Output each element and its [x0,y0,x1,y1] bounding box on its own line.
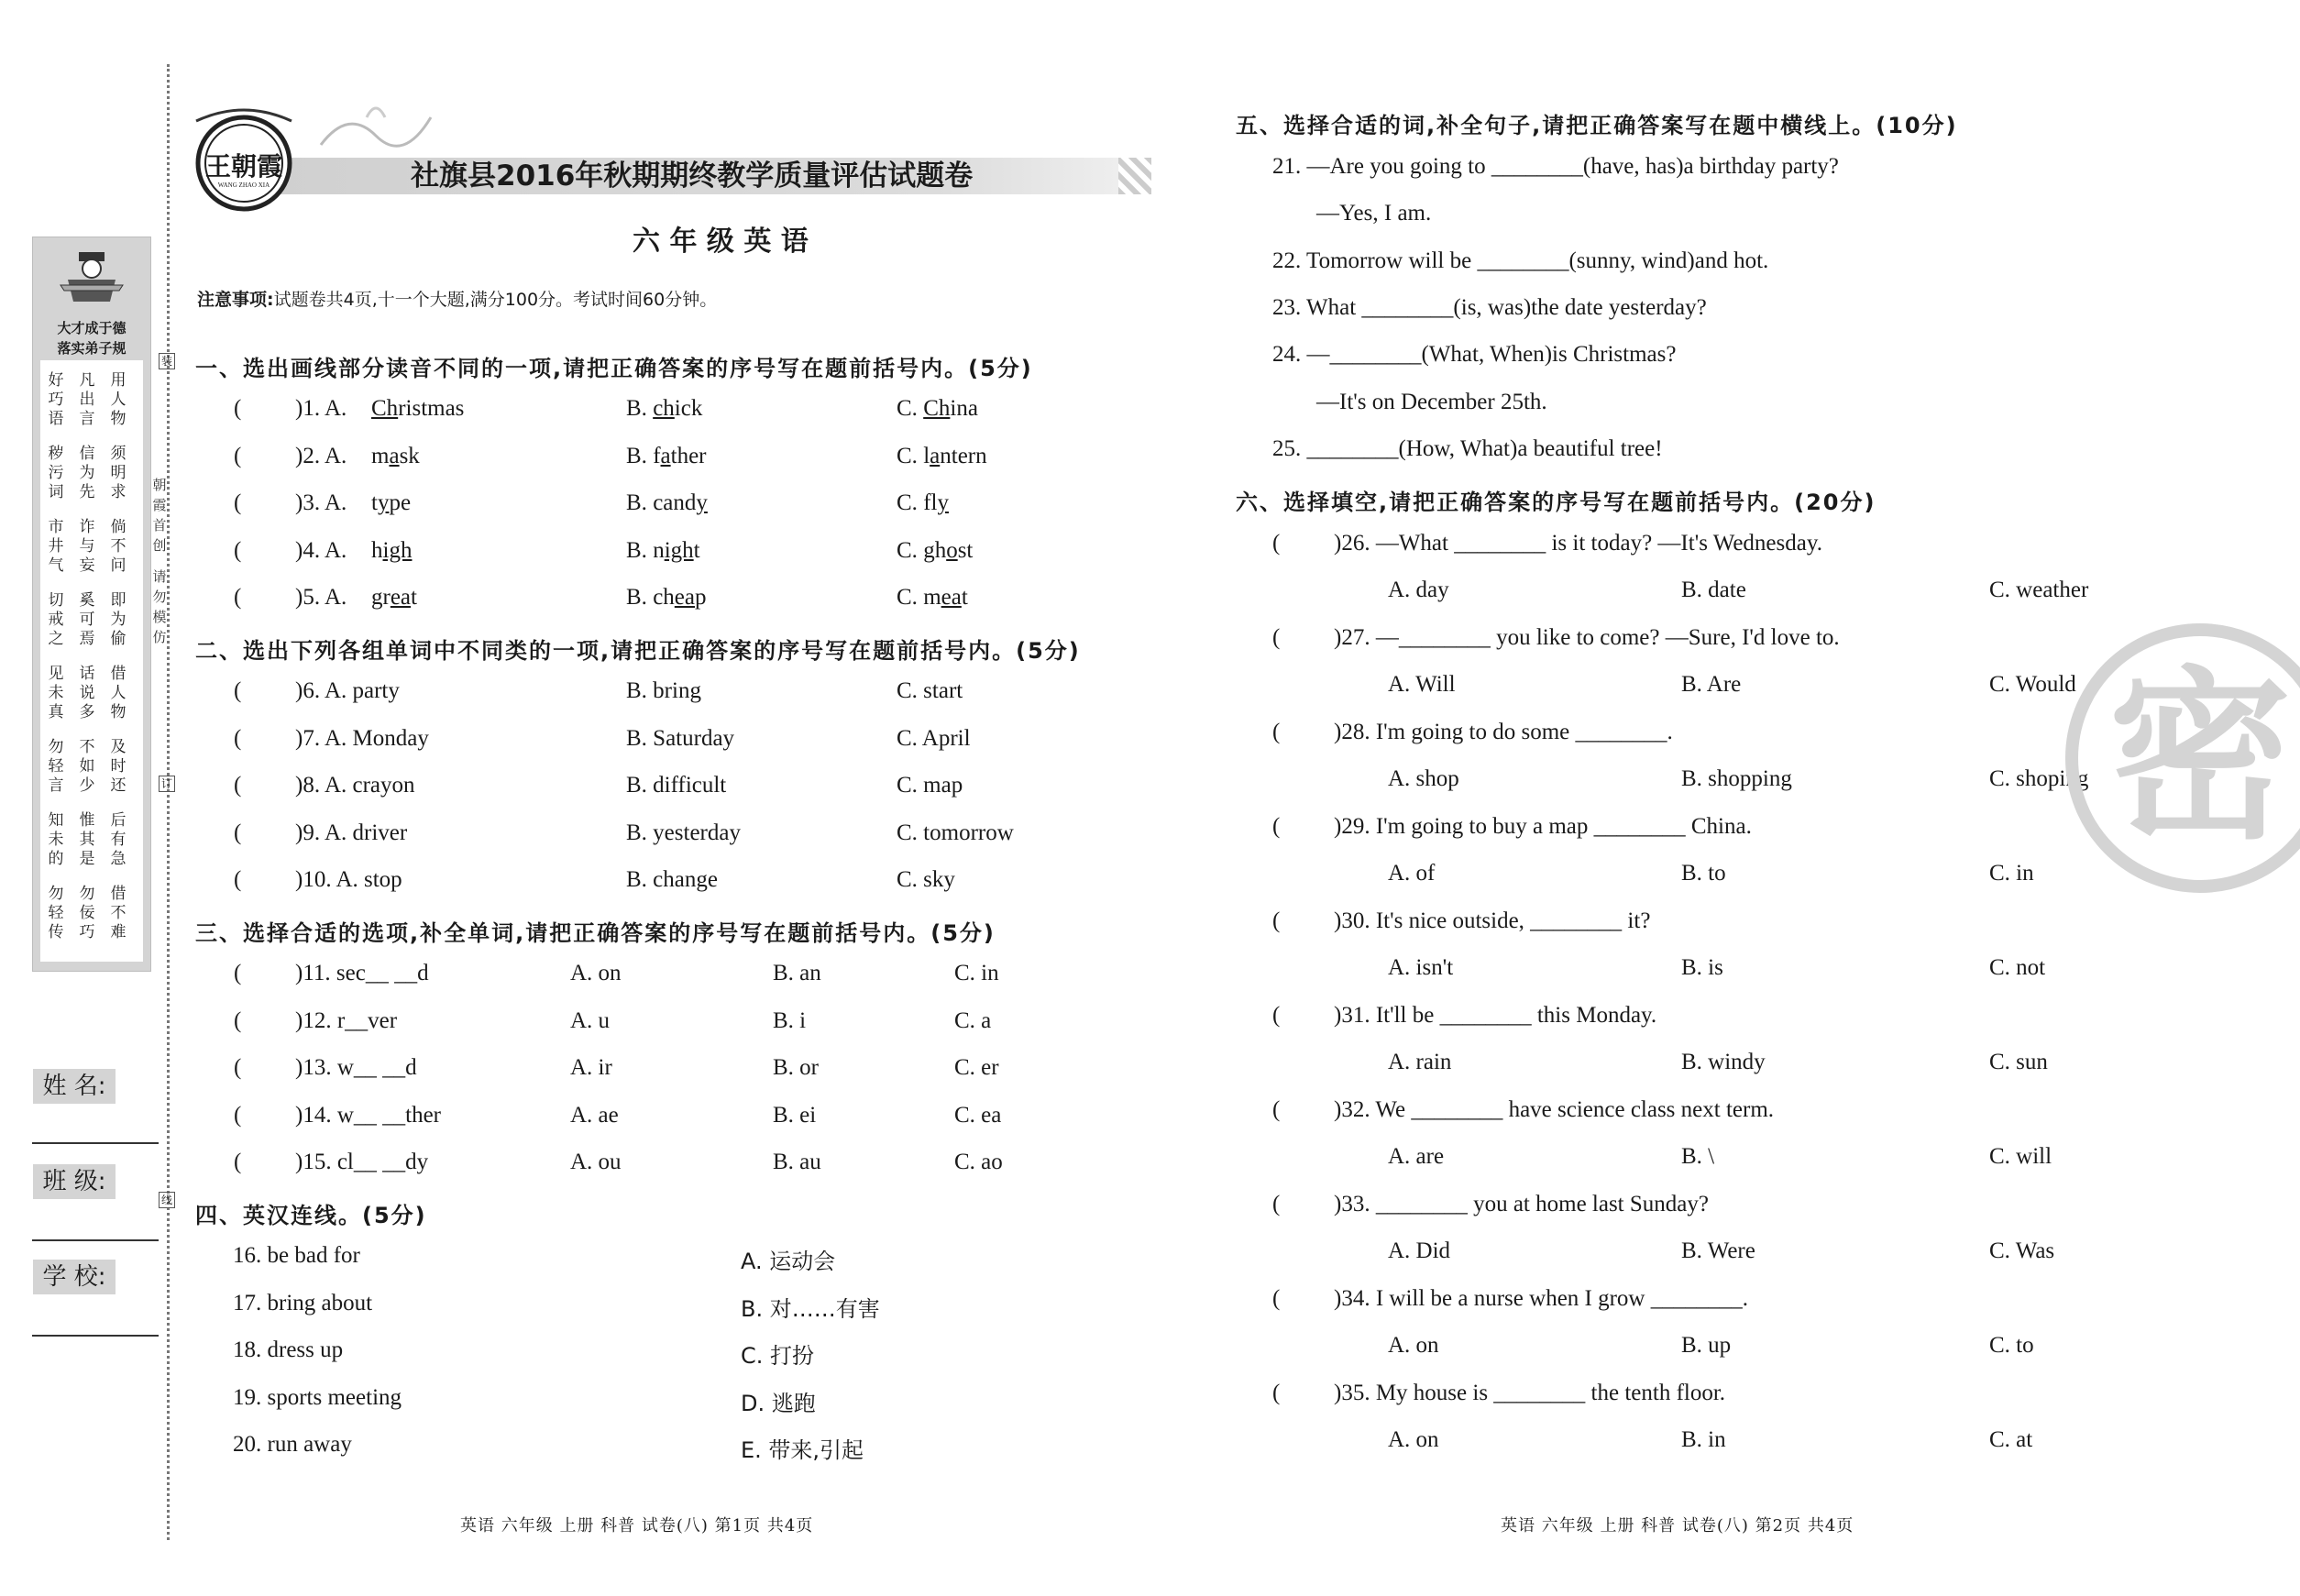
motto-line-1: 大才成于德 [57,320,127,336]
option-c[interactable]: C. will [1989,1144,2052,1169]
page-footer-left: 英语 六年级 上册 科普 试卷(八) 第1页 共4页 [460,1516,814,1535]
match-english[interactable]: 17. bring about [233,1290,373,1315]
idiom-column: 及时还 [110,738,127,795]
underlined-part: y [937,490,949,515]
match-english[interactable]: 20. run away [233,1432,352,1457]
word-part: gh [923,537,947,563]
answer-bracket[interactable]: ( [234,585,242,610]
answer-bracket[interactable]: ( [234,773,242,798]
option-a[interactable]: A. are [1388,1144,1445,1169]
word-part: cand [653,490,697,515]
option-a[interactable]: A. Did [1388,1238,1451,1263]
option-b[interactable]: B. Saturday [626,725,735,751]
question-stem: )35. My house is ________ the tenth floor. [1334,1381,1726,1405]
option-a[interactable]: A. ou [570,1150,622,1174]
question-stem: )10. A. stop [295,867,402,892]
option-b[interactable]: B. candy [626,490,708,515]
answer-bracket[interactable]: ( [234,678,242,703]
stamp-character: 密 [2107,651,2292,864]
word-part: h [371,537,383,563]
fill-in-sentence[interactable]: —It's on December 25th. [1316,389,1547,414]
answer-bracket[interactable]: ( [234,961,242,985]
match-chinese[interactable]: B. 对……有害 [741,1295,880,1322]
name-field-line[interactable] [32,1142,159,1144]
question-stem: )29. I'm going to buy a map ________ China. [1334,814,1752,839]
class-label: 班 级: [33,1164,116,1199]
vertical-note-char: 霞 [152,497,167,513]
sidebar-motto-box [32,237,151,972]
fill-in-sentence[interactable]: 23. What ________(is, was)the date yesterday? [1272,294,1707,320]
idiom-column: 切戒之 [48,591,64,648]
option-b[interactable]: B. is [1681,955,1723,980]
underlined-part: ch [653,396,675,421]
option-b[interactable]: B. or [773,1055,819,1080]
question-stem: )34. I will be a nurse when I grow ________. [1334,1286,1748,1311]
idiom-column: 勿轻言 [48,738,64,795]
option-c[interactable]: C. Was [1989,1238,2055,1263]
idiom-column: 凡出言 [79,371,95,428]
option-a[interactable]: A. day [1388,578,1449,602]
vertical-note-char: 仿 [152,629,167,645]
class-field-line[interactable] [32,1239,159,1241]
underlined-part: ea [390,585,412,610]
idiom-column: 好巧语 [48,371,64,428]
option-c[interactable]: C. China [897,396,978,421]
option-c[interactable]: C. not [1989,955,2046,980]
option-a[interactable] [371,490,411,516]
logo-text: 王朝霞 [205,151,283,182]
match-chinese[interactable]: E. 带来,引起 [741,1437,864,1463]
underlined-part: ea [941,585,962,610]
section-title: 二、选出下列各组单词中不同类的一项,请把正确答案的序号写在题前括号内。(5分) [195,638,1081,664]
option-c[interactable]: C. tomorrow [897,820,1014,845]
idiom-column: 市井气 [48,518,64,575]
option-b[interactable]: B. Are [1681,672,1742,697]
question-stem: )28. I'm going to do some ________. [1334,720,1673,744]
question-stem: )1. A. [295,396,347,421]
idiom-column: 借不难 [110,885,127,941]
idiom-column: 勿轻传 [48,885,64,941]
option-b[interactable]: B. \ [1681,1144,1715,1169]
option-b[interactable]: B. up [1681,1333,1732,1358]
word-part: m [371,443,390,468]
school-label: 学 校: [33,1260,116,1294]
underlined-part: Ch [371,396,399,421]
word-part: ther [670,443,707,468]
fill-in-sentence[interactable]: 21. —Are you going to ________(have, has)a birthday party? [1272,154,1839,179]
option-b[interactable]: B. in [1681,1427,1726,1452]
underlined-part: ea [674,585,695,610]
idiom-column: 话说多 [79,665,95,721]
vertical-note-char: 创 [152,537,167,554]
answer-bracket[interactable]: ( [234,443,242,468]
option-b[interactable]: B. an [773,961,821,985]
answer-bracket[interactable]: ( [234,490,242,515]
question-stem: )32. We ________ have science class next term. [1334,1097,1775,1122]
option-c[interactable]: C. to [1989,1333,2034,1358]
fill-in-sentence[interactable]: 24. —________(What, When)is Christmas? [1272,342,1677,368]
option-b[interactable]: B. Were [1681,1238,1755,1263]
underlined-part: o [946,537,958,563]
word-part: fl [923,490,938,515]
option-b[interactable]: B. chick [626,396,703,421]
word-part: f [653,443,661,468]
question-stem: )30. It's nice outside, ________ it? [1334,908,1651,933]
word-part: st [957,537,974,563]
idiom-column: 倘不问 [110,518,127,575]
word-part: ina [950,396,978,421]
option-a[interactable]: A. Will [1388,672,1456,697]
binding-mark: 装 [159,353,175,369]
word-part: l [923,443,930,468]
option-a[interactable] [371,444,420,469]
question-stem: )12. r__ver [295,1007,398,1033]
word-part: t [411,585,417,610]
question-stem: )3. A. [295,490,347,515]
option-a[interactable] [371,396,464,422]
idiom-column: 即为偷 [110,591,127,648]
word-part: t [693,537,700,563]
option-a[interactable] [371,538,412,564]
match-chinese[interactable]: C. 打扮 [741,1343,815,1369]
notice-text: 试题卷共4页,十一个大题,满分100分。考试时间60分钟。 [273,290,718,310]
underlined-part: igh [382,537,413,563]
notice-label: 注意事项: [197,290,274,310]
word-part: ch [653,585,675,610]
underlined-part: Ch [923,396,951,421]
question-stem: )7. A. Monday [295,725,429,751]
answer-bracket[interactable]: ( [1272,1286,1281,1311]
question-stem: )8. A. crayon [295,773,415,798]
answer-bracket[interactable]: ( [1272,1192,1281,1216]
answer-bracket[interactable]: ( [234,1150,242,1174]
answer-bracket[interactable]: ( [234,1055,242,1080]
option-c[interactable]: C. sun [1989,1050,2048,1074]
option-c[interactable]: C. ao [954,1150,1003,1174]
underlined-part: y [696,490,708,515]
option-c[interactable]: C. ghost [897,537,974,563]
option-c[interactable]: C. er [954,1055,999,1080]
ribbon-decoration [312,99,440,163]
option-a[interactable]: A. isn't [1388,955,1454,980]
idiom-column: 奚可焉 [79,591,95,648]
idiom-column: 须明求 [110,445,127,501]
option-c[interactable]: C. start [897,678,963,703]
section-title: 五、选择合适的词,补全句子,请把正确答案写在题中横线上。(10分) [1236,113,1958,138]
fold-line [167,64,170,1540]
option-b[interactable]: B. i [773,1007,807,1033]
idiom-column: 知未的 [48,811,64,868]
fill-in-sentence[interactable]: —Yes, I am. [1316,201,1432,226]
idiom-column: 勿佞巧 [79,885,95,941]
underlined-part: y [377,490,390,515]
question-stem: )27. —________ you like to come? —Sure, I'd love to. [1334,625,1840,650]
page-footer-right: 英语 六年级 上册 科普 试卷(八) 第2页 共4页 [1501,1516,1854,1535]
exam-notice [197,286,717,311]
idiom-column: 信为先 [79,445,95,501]
option-b[interactable]: B. bring [626,678,701,703]
word-part: m [923,585,941,610]
option-c[interactable]: C. weather [1989,578,2089,602]
question-stem: )6. A. party [295,678,400,703]
answer-bracket[interactable]: ( [1272,1097,1281,1122]
match-chinese[interactable]: D. 逃跑 [741,1390,816,1416]
question-stem: )5. A. [295,585,347,610]
option-c[interactable]: C. Would [1989,672,2076,697]
exam-title: 社旗县2016年秋期期终教学质量评估试题卷 [411,160,974,193]
exam-subtitle: 六 年 级 英 语 [633,226,809,258]
option-b[interactable]: B. au [773,1150,821,1174]
logo-subtext: WANG ZHAO XIA [217,182,270,189]
section-title: 四、英汉连线。(5分) [195,1203,427,1228]
question-stem: )26. —What ________ is it today? —It's Wednesday. [1334,531,1822,556]
option-b[interactable]: B. date [1681,578,1746,602]
match-english[interactable]: 19. sports meeting [233,1384,402,1410]
word-part: t [371,490,378,515]
option-c[interactable]: C. fly [897,490,949,515]
word-part: n [653,537,665,563]
option-a[interactable]: A. on [1388,1333,1439,1358]
idiom-column: 诈与妄 [79,518,95,575]
answer-bracket[interactable]: ( [1272,1381,1281,1405]
word-part: ristmas [398,396,465,421]
binding-mark: 线 [159,1192,175,1208]
answer-bracket[interactable]: ( [1272,1003,1281,1028]
fill-in-sentence[interactable]: 22. Tomorrow will be ________(sunny, wind)and hot. [1272,248,1769,273]
vertical-note-char: 请 [152,568,167,585]
match-english[interactable]: 16. be bad for [233,1243,360,1268]
vertical-note-char: 模 [152,609,167,625]
option-b[interactable]: B. father [626,443,707,468]
option-b[interactable]: B. yesterday [626,820,741,845]
answer-bracket[interactable]: ( [1272,720,1281,744]
idiom-column: 后有急 [110,811,127,868]
answer-bracket[interactable]: ( [234,725,242,751]
word-part: ick [674,396,703,421]
section-title: 一、选出画线部分读音不同的一项,请把正确答案的序号写在题前括号内。(5分) [195,356,1033,381]
option-a[interactable]: A. shop [1388,766,1459,791]
option-c[interactable]: C. in [954,961,999,985]
underlined-part: a [389,443,400,468]
option-b[interactable]: B. windy [1681,1050,1766,1074]
section-title: 六、选择填空,请把正确答案的序号写在题前括号内。(20分) [1236,490,1876,515]
option-c[interactable]: C. sky [897,867,955,892]
vertical-note-char: 勿 [152,589,167,605]
idiom-column: 用人物 [110,371,127,428]
word-part: gr [371,585,391,610]
option-b[interactable]: B. ei [773,1102,817,1128]
option-a[interactable]: A. on [570,961,622,985]
question-stem: )13. w__ __d [295,1055,417,1080]
option-b[interactable]: B. to [1681,861,1726,886]
answer-bracket[interactable]: ( [1272,531,1281,556]
option-b[interactable]: B. cheap [626,585,707,610]
word-part: t [961,585,968,610]
question-stem: )15. cl__ __dy [295,1150,429,1174]
word-part: p [695,585,707,610]
option-a[interactable]: A. rain [1388,1050,1452,1074]
vertical-note-char: 首 [152,517,167,534]
option-b[interactable]: B. difficult [626,773,727,798]
school-field-line[interactable] [32,1335,159,1337]
name-label: 姓 名: [33,1069,116,1104]
scholar-illustration [55,248,128,307]
vertical-note-char: 朝 [152,477,167,493]
motto-line-2: 落实弟子规 [57,340,127,357]
option-a[interactable]: A. on [1388,1427,1439,1452]
option-a[interactable]: A. u [570,1007,611,1033]
banner-checker [1118,158,1151,194]
option-c[interactable]: C. shoping [1989,766,2089,791]
option-c[interactable]: C. a [954,1007,992,1033]
option-c[interactable]: C. ea [954,1102,1002,1128]
answer-bracket[interactable]: ( [234,820,242,845]
idiom-column: 见未真 [48,665,64,721]
answer-bracket[interactable]: ( [234,867,242,892]
match-english[interactable]: 18. dress up [233,1337,344,1362]
answer-bracket[interactable]: ( [1272,908,1281,933]
option-b[interactable]: B. night [626,537,700,563]
underlined-part: igh [664,537,694,563]
word-part: ntern [940,443,987,468]
binding-mark: 订 [159,776,175,792]
answer-bracket[interactable]: ( [234,1102,242,1128]
answer-bracket[interactable]: ( [234,396,242,421]
question-stem: )14. w__ __ther [295,1102,441,1128]
option-a[interactable] [371,585,417,611]
option-c[interactable]: C. lantern [897,443,987,468]
idiom-column: 惟其是 [79,811,95,868]
question-stem: )11. sec__ __d [295,961,429,985]
option-a[interactable]: A. of [1388,861,1436,886]
match-chinese[interactable]: A. 运动会 [741,1249,836,1274]
fill-in-sentence[interactable]: 25. ________(How, What)a beautiful tree! [1272,435,1663,461]
option-c[interactable]: C. April [897,725,971,751]
underlined-part: a [930,443,941,468]
option-b[interactable]: B. change [626,867,718,892]
option-c[interactable]: C. at [1989,1427,2033,1452]
option-c[interactable]: C. map [897,773,963,798]
question-stem: )31. It'll be ________ this Monday. [1334,1003,1657,1028]
answer-bracket[interactable]: ( [1272,625,1281,650]
section-title: 三、选择合适的选项,补全单词,请把正确答案的序号写在题前括号内。(5分) [195,920,996,946]
option-b[interactable]: B. shopping [1681,766,1792,791]
word-part: sk [399,443,420,468]
question-stem: )4. A. [295,537,347,563]
answer-bracket[interactable]: ( [1272,814,1281,839]
answer-bracket[interactable]: ( [234,1007,242,1033]
option-a[interactable]: A. ir [570,1055,612,1080]
idiom-column: 秽污词 [48,445,64,501]
option-a[interactable]: A. ae [570,1102,619,1128]
option-c[interactable]: C. in [1989,861,2034,886]
underlined-part: a [660,443,671,468]
question-stem: )9. A. driver [295,820,408,845]
option-c[interactable]: C. meat [897,585,968,610]
idiom-column: 借人物 [110,665,127,721]
idiom-column: 不如少 [79,738,95,795]
question-stem: )33. ________ you at home last Sunday? [1334,1192,1709,1216]
word-part: pe [389,490,412,515]
question-stem: )2. A. [295,443,347,468]
answer-bracket[interactable]: ( [234,537,242,563]
